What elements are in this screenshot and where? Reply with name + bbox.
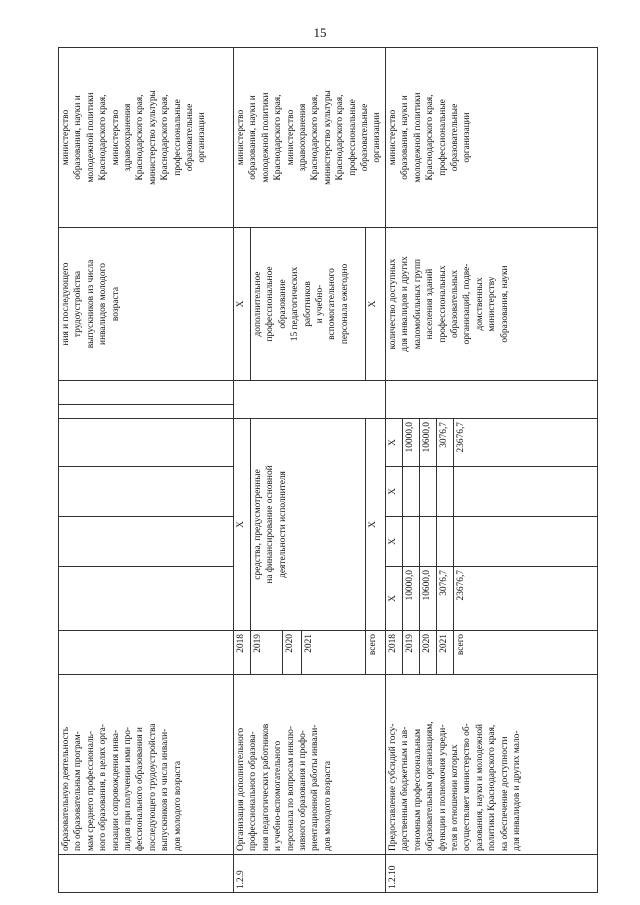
text-line: тономным профессиональным [412,728,423,851]
cell-indicator-cont [59,228,234,381]
cell-description-cont [59,675,234,855]
text-line: и учебно-вспомогательного [273,740,284,851]
text-line: маломобильных групп [412,258,423,350]
cell-year: 2019 [251,631,283,675]
text-line: министерство [387,109,398,166]
text-line: персонала ежегодно [339,263,350,345]
text-line: образовательные [185,103,196,172]
landscape-table [58,48,598,893]
cell-year: всего [365,631,385,675]
text-line: зивного образования и профо- [298,730,309,851]
text-line: Краснодарского края, [335,94,346,181]
text-line: дополнительное [253,271,263,337]
cell-extra2-cont [59,381,234,405]
text-line: Краснодарского края, [98,94,109,181]
cell-number: 1.2.9 [234,855,386,893]
cell-x: X [234,419,251,631]
text-line: Краснодарского края, [273,94,284,181]
text-line: Краснодарского края, [310,94,321,181]
indicator-lines [252,231,351,377]
text-line: для инвалидов и других [400,256,411,352]
text-line: образовательных [449,269,460,339]
description-lines [60,678,184,851]
text-line: фессионального образования и [135,727,146,851]
cell-indicator [251,228,366,381]
cell-indicator-x: X [365,228,385,381]
text-line: населения зданий [425,268,436,340]
funding-lines [252,422,289,627]
text-line: организации [372,112,383,163]
executor-lines [235,51,384,224]
text-line: молодежной политики [412,92,423,183]
text-line: профессиональные [437,99,448,176]
text-line: последующего трудоустройства [147,723,158,851]
cell-local: 10000,0 [402,419,419,467]
text-line: ния педагогических работников [260,723,271,851]
executor-lines [60,51,209,224]
rotated-table-sheet [58,48,598,893]
text-line: образования, науки и [248,95,259,180]
cell-extra-cont [59,405,234,419]
text-line: на обеспечение доступности [499,736,510,851]
cell-local-cont [59,419,234,467]
text-line: низации сопровождения инва- [110,729,121,851]
cell-year: 2018 [234,631,251,675]
text-line: выпускников из числа [85,259,96,349]
executor-lines [387,51,474,224]
table-row [385,48,402,893]
text-line: осуществляет министерство об- [462,723,473,851]
text-line: политики Краснодарского края, [487,724,498,851]
text-line: ния и последующего [61,262,71,346]
indicator-lines [60,231,122,377]
text-line: персонала по вопросам инклю- [285,726,296,851]
cell-total: 10000,0 [402,567,419,631]
text-line: организации [462,112,473,163]
cell-number: 1.2.10 [385,855,597,893]
text-line: Предоставление субсидий госу- [387,723,398,851]
text-line: для инвалидов и других мало- [511,730,522,851]
cell-total: 10600,0 [419,567,436,631]
text-line: возраста [110,286,121,322]
text-line: профессионального образова- [248,731,259,851]
cell-total: 23676,7 [453,567,597,631]
text-line: 15 педагогических [290,266,301,342]
text-line: образовательные [449,103,460,172]
cell-regional [402,467,419,517]
text-line: профессиональных [437,265,448,343]
text-line: вспомогательного [327,268,338,340]
text-line: теля в отношении которых [449,744,460,851]
text-line: министерство [285,109,296,166]
text-line: профессиональное [265,266,276,342]
text-line: мам среднего профессиональ- [85,730,96,851]
text-line: образование [277,279,288,329]
description-lines [387,678,523,851]
cell-indicator [385,228,597,381]
cell-year: 2018 [385,631,402,675]
text-line: работников [302,281,313,327]
cell-executor-cont [59,48,234,228]
cell-federal [419,517,436,567]
text-line: образовательные [360,103,371,172]
text-line: функции и полномочия учреди- [437,724,448,851]
cell-regional-cont [59,467,234,517]
text-line: здравоохранения [298,103,309,172]
text-line: молодежной политики [260,92,271,183]
text-line: инвалидов молодого [98,263,109,345]
cell-regional [453,467,597,517]
cell-funding [251,419,366,631]
text-line: образования, науки и [73,95,84,180]
text-line: образования, науки [499,265,510,343]
text-line: количество доступных [387,258,398,350]
text-line: выпускников из числа инвали- [160,728,171,851]
text-line: образовательным организациям, [425,721,436,851]
text-line: Краснодарского края, [425,94,436,181]
cell-empty [385,381,597,419]
text-line: риентационной работы инвали- [310,724,321,851]
text-line: и учебно- [315,284,326,324]
description-lines [235,678,334,851]
text-line: здравоохранения [123,103,134,172]
cell-total: 3076,7 [436,567,453,631]
cell-local: 10600,0 [419,419,436,467]
cell-regional: X [385,467,402,517]
text-line: министерству [487,276,498,332]
text-line: дов молодого возраста [322,760,333,851]
text-line: организаций, подве- [462,263,473,345]
text-line: министерство [236,109,246,166]
cell-year: 2019 [402,631,419,675]
text-line: образования, науки и [400,95,411,180]
text-line: деятельности исполнителя [277,471,288,578]
cell-total: X [385,567,402,631]
text-line: министерство культуры [147,90,158,185]
text-line: дов молодого возраста [172,760,183,851]
cell-description [385,675,597,855]
cell-local: X [385,419,402,467]
cell-federal [453,517,597,567]
cell-year-cont [59,631,234,675]
text-line: министерство культуры [322,90,333,185]
text-line: лидов при получении ими про- [123,726,134,851]
cell-indicator-x: X [234,228,251,381]
table-row-continuation [59,48,234,893]
text-line: разования, науки и молодежной [474,723,485,851]
cell-year: всего [453,631,597,675]
text-line: министерство [110,109,121,166]
text-line: по образовательным програм- [73,731,84,851]
cell-year: 2020 [419,631,436,675]
text-line: образовательную деятельность [61,726,71,851]
cell-regional [419,467,436,517]
cell-x: X [365,419,385,631]
cell-total-cont [59,567,234,631]
indicator-lines [387,231,511,377]
text-line: Организация дополнительного [236,727,246,851]
cell-executor [385,48,597,228]
cell-year: 2021 [436,631,453,675]
text-line: министерство [61,109,71,166]
text-line: организации [197,112,208,163]
cell-federal [402,517,419,567]
cell-federal: X [385,517,402,567]
page-number: 15 [313,25,327,40]
cell-executor [234,48,386,228]
cell-description [234,675,386,855]
table-row [234,48,251,893]
text-line: средства, предусмотренные [253,469,263,580]
text-line: на финансирование основной [265,465,276,584]
cell-empty [234,381,386,419]
cell-regional [436,467,453,517]
cell-year: 2020 [282,631,301,675]
cell-local: 3076,7 [436,419,453,467]
text-line: домственных [474,277,485,331]
text-line: дарственным бюджетным и ав- [400,726,411,851]
text-line: Краснодарского края, [160,94,171,181]
cell-local: 23676,7 [453,419,597,467]
cell-number-cont [59,855,234,893]
program-measures-table [58,47,598,893]
cell-federal-cont [59,517,234,567]
text-line: Краснодарского края, [135,94,146,181]
text-line: трудоустройства [73,270,84,338]
cell-federal [436,517,453,567]
text-line: профессиональные [347,99,358,176]
text-line: молодежной политики [85,92,96,183]
text-line: ного образования, в целях орга- [98,724,109,851]
cell-year: 2021 [301,631,365,675]
text-line: профессиональные [172,99,183,176]
